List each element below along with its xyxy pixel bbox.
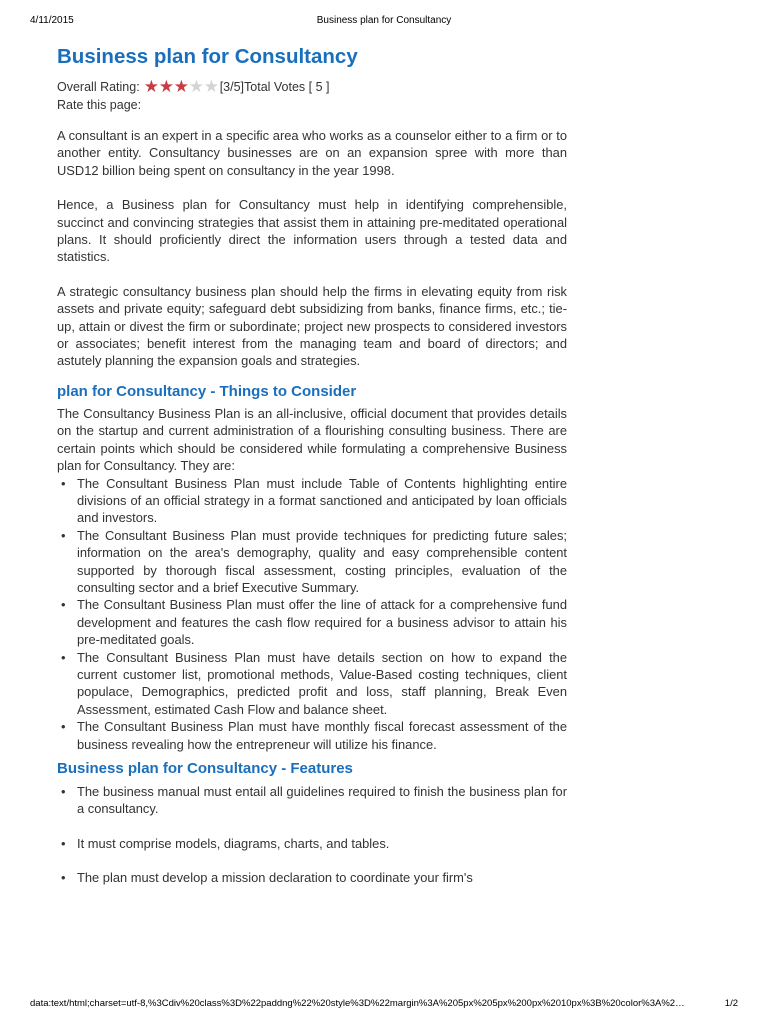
- list-item: • The Consultant Business Plan must provide techniques for predicting future sales; information on the area's demography, quality and easy comprehensible content supported by thorough fiscal assessment, costing principles, evaluation of the consulting sector and a brief Executive Summary.: [57, 527, 567, 597]
- rating-label: Overall Rating:: [57, 80, 140, 94]
- section-heading-features: Business plan for Consultancy - Features: [57, 760, 353, 777]
- print-date: 4/11/2015: [30, 15, 74, 26]
- list-item: • It must comprise models, diagrams, charts, and tables.: [57, 835, 567, 852]
- rate-this-page-label: Rate this page:: [57, 98, 142, 112]
- overall-rating: [57, 79, 567, 95]
- rating-votes: Total Votes [ 5 ]: [244, 80, 330, 94]
- list-item: • The Consultant Business Plan must include Table of Contents highlighting entire divisions of an official strategy in a format sanctioned and anticipated by loan officials and investors.: [57, 475, 567, 527]
- intro-paragraph: A consultant is an expert in a specific area who works as a counselor either to a firm or to another entity. Consultancy businesses are on an expansion spree with more than USD12 billion being spent on consultancy in the year 1998.: [57, 128, 567, 178]
- list-item: • The Consultant Business Plan must have details section on how to expand the current customer list, promotional methods, Value-Based costing techniques, client populace, Demographics, predicted profit and loss, staff planning, Break Even Assessment, estimated Cash Flow and balance sheet.: [57, 649, 567, 719]
- print-page-title: Business plan for Consultancy: [316, 15, 452, 26]
- print-page-number: 1/2: [724, 998, 738, 1009]
- list-item: • The plan must develop a mission declaration to coordinate your firm's: [57, 869, 567, 886]
- rating-stars[interactable]: [144, 79, 219, 95]
- page-title: Business plan for Consultancy: [57, 45, 358, 68]
- features-list: [57, 783, 567, 887]
- list-item: • The Consultant Business Plan must have monthly fiscal forecast assessment of the business revealing how the entrepreneur will utilize his finance.: [57, 718, 567, 753]
- star-icon[interactable]: ★: [143, 77, 159, 97]
- section-intro-paragraph: The Consultancy Business Plan is an all-inclusive, official document that provides details on the startup and current administration of a flourishing consulting business. There are certain points which should be considered while formulating a comprehensive Business plan for Consultancy. They are:: [57, 405, 567, 474]
- intro-paragraph: Hence, a Business plan for Consultancy must help in identifying comprehensible, succinct and convincing strategies that assist them in attaining pre-meditated operational plans. It should proficiently direct the information users through a tested data and statistics.: [57, 197, 567, 265]
- intro-paragraph: A strategic consultancy business plan should help the firms in elevating equity from risk assets and private equity; safeguard debt subsidizing from banks, finance firms, etc.; tie-up, attain or divest the firm or subordinate; project new prospects to considered investors or associates; benefit interest from the managing team and board of directors; and astutely planning the expansion goals and strategies.: [57, 283, 567, 369]
- considerations-list: [57, 475, 567, 754]
- star-icon[interactable]: ★: [188, 77, 204, 97]
- list-item: • The business manual must entail all guidelines required to finish the business plan for a consultancy.: [57, 783, 567, 818]
- print-footer: [30, 998, 738, 1012]
- list-item: • The Consultant Business Plan must offer the line of attack for a comprehensive fund development and features the cash flow required for a business advisor to attain his pre-meditated goals.: [57, 596, 567, 648]
- star-icon[interactable]: ★: [158, 77, 174, 97]
- star-icon[interactable]: ★: [203, 77, 219, 97]
- print-header: [30, 15, 738, 29]
- rating-score: [3/5]: [219, 80, 245, 94]
- star-icon[interactable]: ★: [173, 77, 189, 97]
- section-heading-things-to-consider: plan for Consultancy - Things to Consider: [57, 382, 357, 400]
- print-source-url: data:text/html;charset=utf-8,%3Cdiv%20class%3D%22paddng%22%20style%3D%22margin%3A%205px%205px%200px%2010px%3B%20color%3A%2…: [30, 998, 685, 1009]
- article: [57, 42, 567, 904]
